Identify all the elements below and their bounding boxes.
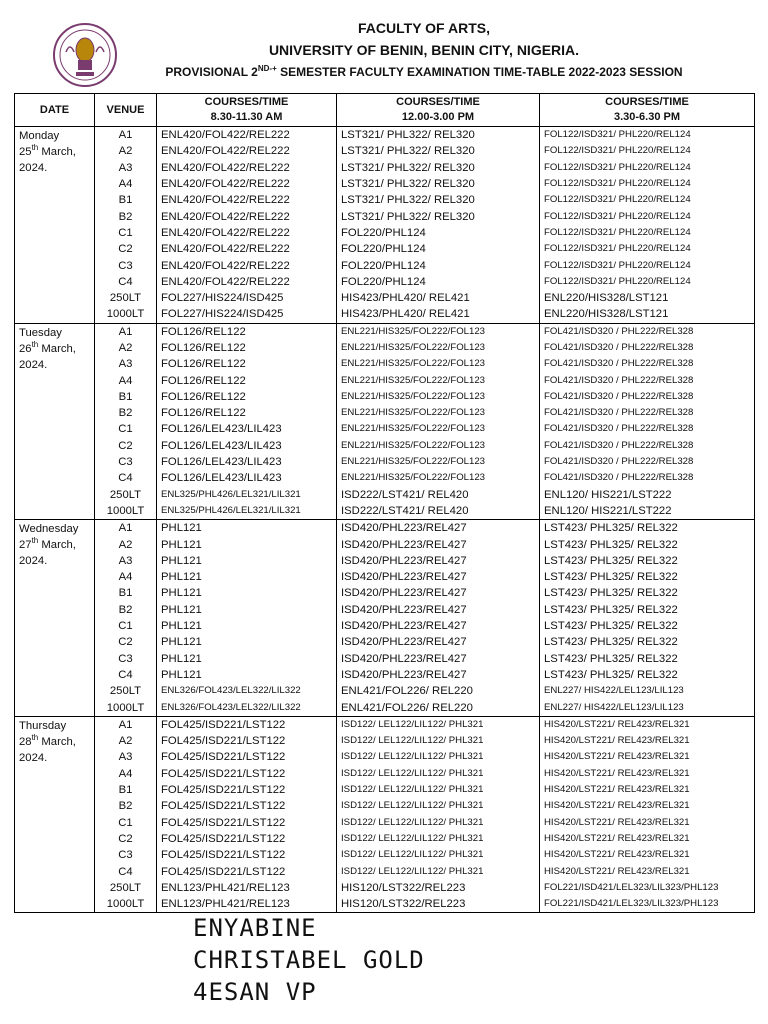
evening-courses-cell: FOL122/ISD321/ PHL220/REL124 xyxy=(540,176,755,192)
venue-cell: C1 xyxy=(95,618,157,634)
morning-courses-cell: ENL325/PHL426/LEL321/LIL321 xyxy=(157,503,337,520)
afternoon-courses-cell: ENL221/HIS325/FOL222/FOL123 xyxy=(337,438,540,454)
table-row xyxy=(15,880,755,896)
venue-cell: C1 xyxy=(95,421,157,437)
evening-courses-cell: HIS420/LST221/ REL423/REL321 xyxy=(540,749,755,765)
evening-courses-cell: FOL122/ISD321/ PHL220/REL124 xyxy=(540,274,755,290)
morning-courses-cell: ENL420/FOL422/REL222 xyxy=(157,143,337,159)
table-row xyxy=(15,847,755,863)
evening-courses-cell: FOL421/ISD320 / PHL222/REL328 xyxy=(540,470,755,486)
handwritten-name-line1: ENYABINE xyxy=(193,914,317,942)
afternoon-courses-cell: LST321/ PHL322/ REL320 xyxy=(337,127,540,144)
venue-cell: B1 xyxy=(95,585,157,601)
venue-cell: C3 xyxy=(95,847,157,863)
afternoon-courses-cell: ISD420/PHL223/REL427 xyxy=(337,553,540,569)
table-row xyxy=(15,241,755,257)
afternoon-courses-cell: ENL221/HIS325/FOL222/FOL123 xyxy=(337,470,540,486)
afternoon-courses-cell: ENL221/HIS325/FOL222/FOL123 xyxy=(337,323,540,340)
venue-cell: A4 xyxy=(95,766,157,782)
venue-cell: A2 xyxy=(95,733,157,749)
evening-courses-cell: FOL421/ISD320 / PHL222/REL328 xyxy=(540,389,755,405)
evening-header: COURSES/TIME 3.30-6.30 PM xyxy=(540,94,755,127)
morning-courses-cell: ENL420/FOL422/REL222 xyxy=(157,274,337,290)
afternoon-courses-cell: FOL220/PHL124 xyxy=(337,257,540,273)
venue-cell: A4 xyxy=(95,372,157,388)
afternoon-courses-cell: ISD122/ LEL122/LIL122/ PHL321 xyxy=(337,782,540,798)
evening-courses-cell: HIS420/LST221/ REL423/REL321 xyxy=(540,814,755,830)
date-cell: Tuesday 26th March, 2024. xyxy=(15,323,95,520)
table-row xyxy=(15,487,755,503)
evening-courses-cell: ENL227/ HIS422/LEL123/LIL123 xyxy=(540,699,755,716)
afternoon-courses-cell: ISD420/PHL223/REL427 xyxy=(337,520,540,537)
morning-courses-cell: FOL126/REL122 xyxy=(157,356,337,372)
table-row xyxy=(15,160,755,176)
morning-courses-cell: FOL425/ISD221/LST122 xyxy=(157,749,337,765)
table-row xyxy=(15,306,755,323)
table-row xyxy=(15,290,755,306)
venue-cell: A2 xyxy=(95,536,157,552)
table-header-row xyxy=(15,94,755,127)
date-cell: Monday 25th March, 2024. xyxy=(15,127,95,324)
afternoon-courses-cell: ISD420/PHL223/REL427 xyxy=(337,634,540,650)
table-row xyxy=(15,699,755,716)
morning-courses-cell: FOL425/ISD221/LST122 xyxy=(157,798,337,814)
morning-courses-cell: FOL126/LEL423/LIL423 xyxy=(157,470,337,486)
afternoon-courses-cell: ISD122/ LEL122/LIL122/ PHL321 xyxy=(337,798,540,814)
morning-courses-cell: ENL326/FOL423/LEL322/LIL322 xyxy=(157,683,337,699)
afternoon-courses-cell: ISD420/PHL223/REL427 xyxy=(337,569,540,585)
date-header: DATE xyxy=(15,94,95,127)
evening-courses-cell: LST423/ PHL325/ REL322 xyxy=(540,618,755,634)
table-row xyxy=(15,143,755,159)
morning-courses-cell: ENL420/FOL422/REL222 xyxy=(157,257,337,273)
morning-courses-cell: PHL121 xyxy=(157,651,337,667)
table-row xyxy=(15,536,755,552)
evening-courses-cell: LST423/ PHL325/ REL322 xyxy=(540,602,755,618)
morning-courses-cell: PHL121 xyxy=(157,569,337,585)
table-row xyxy=(15,798,755,814)
afternoon-courses-cell: ENL421/FOL226/ REL220 xyxy=(337,683,540,699)
table-row xyxy=(15,356,755,372)
evening-courses-cell: LST423/ PHL325/ REL322 xyxy=(540,651,755,667)
morning-courses-cell: FOL425/ISD221/LST122 xyxy=(157,814,337,830)
table-row xyxy=(15,257,755,273)
afternoon-courses-cell: ENL221/HIS325/FOL222/FOL123 xyxy=(337,340,540,356)
timetable-body xyxy=(15,127,755,913)
afternoon-courses-cell: ENL221/HIS325/FOL222/FOL123 xyxy=(337,389,540,405)
evening-courses-cell: FOL122/ISD321/ PHL220/REL124 xyxy=(540,257,755,273)
venue-cell: A2 xyxy=(95,340,157,356)
venue-cell: 250LT xyxy=(95,290,157,306)
morning-courses-cell: FOL126/LEL423/LIL423 xyxy=(157,421,337,437)
morning-courses-cell: FOL126/REL122 xyxy=(157,372,337,388)
morning-courses-cell: PHL121 xyxy=(157,634,337,650)
venue-cell: 250LT xyxy=(95,683,157,699)
venue-cell: C4 xyxy=(95,863,157,879)
morning-courses-cell: ENL326/FOL423/LEL322/LIL322 xyxy=(157,699,337,716)
afternoon-courses-cell: ISD122/ LEL122/LIL122/ PHL321 xyxy=(337,863,540,879)
afternoon-header: COURSES/TIME 12.00-3.00 PM xyxy=(337,94,540,127)
venue-cell: A4 xyxy=(95,176,157,192)
table-row xyxy=(15,585,755,601)
morning-courses-cell: FOL227/HIS224/ISD425 xyxy=(157,306,337,323)
morning-courses-cell: PHL121 xyxy=(157,585,337,601)
table-row xyxy=(15,340,755,356)
venue-cell: 1000LT xyxy=(95,699,157,716)
timetable-title: PROVISIONAL $2^{ND-+}$ SEMESTER FACULTY EXAMINATION TIME-TABLE 2022-2023 SESSION xyxy=(165,64,683,79)
venue-cell: A1 xyxy=(95,323,157,340)
venue-cell: 250LT xyxy=(95,880,157,896)
morning-courses-cell: FOL425/ISD221/LST122 xyxy=(157,863,337,879)
venue-cell: C4 xyxy=(95,470,157,486)
evening-courses-cell: FOL122/ISD321/ PHL220/REL124 xyxy=(540,160,755,176)
handwritten-name-line2: CHRISTABEL GOLD xyxy=(193,946,425,974)
evening-courses-cell: FOL421/ISD320 / PHL222/REL328 xyxy=(540,421,755,437)
afternoon-courses-cell: ENL221/HIS325/FOL222/FOL123 xyxy=(337,356,540,372)
venue-cell: B1 xyxy=(95,782,157,798)
exam-timetable xyxy=(14,93,755,913)
table-row xyxy=(15,553,755,569)
venue-cell: C3 xyxy=(95,651,157,667)
evening-courses-cell: LST423/ PHL325/ REL322 xyxy=(540,536,755,552)
table-row xyxy=(15,176,755,192)
evening-courses-cell: FOL122/ISD321/ PHL220/REL124 xyxy=(540,225,755,241)
morning-courses-cell: ENL123/PHL421/REL123 xyxy=(157,880,337,896)
venue-cell: B2 xyxy=(95,405,157,421)
venue-cell: C2 xyxy=(95,831,157,847)
afternoon-courses-cell: LST321/ PHL322/ REL320 xyxy=(337,160,540,176)
morning-courses-cell: FOL227/HIS224/ISD425 xyxy=(157,290,337,306)
table-row xyxy=(15,667,755,683)
afternoon-courses-cell: FOL220/PHL124 xyxy=(337,225,540,241)
morning-courses-cell: ENL420/FOL422/REL222 xyxy=(157,192,337,208)
venue-cell: A3 xyxy=(95,553,157,569)
venue-cell: C3 xyxy=(95,454,157,470)
evening-courses-cell: LST423/ PHL325/ REL322 xyxy=(540,585,755,601)
morning-courses-cell: ENL420/FOL422/REL222 xyxy=(157,127,337,144)
afternoon-courses-cell: ENL221/HIS325/FOL222/FOL123 xyxy=(337,421,540,437)
afternoon-courses-cell: ISD122/ LEL122/LIL122/ PHL321 xyxy=(337,814,540,830)
venue-cell: C4 xyxy=(95,274,157,290)
evening-courses-cell: LST423/ PHL325/ REL322 xyxy=(540,634,755,650)
university-title: UNIVERSITY OF BENIN, BENIN CITY, NIGERIA. xyxy=(268,42,580,58)
table-row xyxy=(15,716,755,733)
morning-courses-cell: FOL425/ISD221/LST122 xyxy=(157,782,337,798)
table-row xyxy=(15,733,755,749)
evening-courses-cell: FOL122/ISD321/ PHL220/REL124 xyxy=(540,143,755,159)
morning-courses-cell: PHL121 xyxy=(157,553,337,569)
afternoon-courses-cell: FOL220/PHL124 xyxy=(337,241,540,257)
evening-courses-cell: ENL220/HIS328/LST121 xyxy=(540,306,755,323)
afternoon-courses-cell: ISD122/ LEL122/LIL122/ PHL321 xyxy=(337,766,540,782)
evening-courses-cell: FOL421/ISD320 / PHL222/REL328 xyxy=(540,323,755,340)
table-row xyxy=(15,569,755,585)
venue-cell: C2 xyxy=(95,634,157,650)
afternoon-courses-cell: HIS423/PHL420/ REL421 xyxy=(337,306,540,323)
afternoon-courses-cell: LST321/ PHL322/ REL320 xyxy=(337,143,540,159)
afternoon-courses-cell: HIS120/LST322/REL223 xyxy=(337,880,540,896)
venue-cell: C2 xyxy=(95,241,157,257)
afternoon-courses-cell: ISD122/ LEL122/LIL122/ PHL321 xyxy=(337,733,540,749)
table-row xyxy=(15,470,755,486)
morning-courses-cell: FOL126/REL122 xyxy=(157,389,337,405)
venue-cell: C1 xyxy=(95,814,157,830)
table-row xyxy=(15,651,755,667)
table-row xyxy=(15,225,755,241)
morning-courses-cell: FOL425/ISD221/LST122 xyxy=(157,847,337,863)
morning-courses-cell: ENL420/FOL422/REL222 xyxy=(157,160,337,176)
venue-cell: A3 xyxy=(95,160,157,176)
evening-courses-cell: FOL122/ISD321/ PHL220/REL124 xyxy=(540,208,755,224)
morning-courses-cell: FOL425/ISD221/LST122 xyxy=(157,716,337,733)
afternoon-courses-cell: ISD420/PHL223/REL427 xyxy=(337,602,540,618)
morning-courses-cell: FOL425/ISD221/LST122 xyxy=(157,831,337,847)
venue-cell: B2 xyxy=(95,798,157,814)
evening-courses-cell: FOL221/ISD421/LEL323/LIL323/PHL123 xyxy=(540,880,755,896)
venue-cell: 1000LT xyxy=(95,503,157,520)
table-row xyxy=(15,831,755,847)
morning-courses-cell: FOL126/LEL423/LIL423 xyxy=(157,454,337,470)
afternoon-courses-cell: ISD420/PHL223/REL427 xyxy=(337,536,540,552)
afternoon-courses-cell: ENL221/HIS325/FOL222/FOL123 xyxy=(337,372,540,388)
afternoon-courses-cell: ISD420/PHL223/REL427 xyxy=(337,618,540,634)
afternoon-courses-cell: ISD222/LST421/ REL420 xyxy=(337,503,540,520)
venue-cell: A1 xyxy=(95,520,157,537)
afternoon-courses-cell: ISD122/ LEL122/LIL122/ PHL321 xyxy=(337,749,540,765)
table-row xyxy=(15,863,755,879)
afternoon-courses-cell: ISD222/LST421/ REL420 xyxy=(337,487,540,503)
evening-courses-cell: HIS420/LST221/ REL423/REL321 xyxy=(540,798,755,814)
table-row xyxy=(15,766,755,782)
morning-courses-cell: PHL121 xyxy=(157,602,337,618)
afternoon-courses-cell: HIS423/PHL420/ REL421 xyxy=(337,290,540,306)
afternoon-courses-cell: ISD122/ LEL122/LIL122/ PHL321 xyxy=(337,716,540,733)
morning-courses-cell: ENL420/FOL422/REL222 xyxy=(157,208,337,224)
venue-cell: A3 xyxy=(95,749,157,765)
table-row xyxy=(15,782,755,798)
table-row xyxy=(15,749,755,765)
handwritten-name-line3: 4ESAN VP xyxy=(193,978,317,1006)
afternoon-courses-cell: HIS120/LST322/REL223 xyxy=(337,896,540,913)
venue-cell: 1000LT xyxy=(95,306,157,323)
evening-courses-cell: HIS420/LST221/ REL423/REL321 xyxy=(540,847,755,863)
evening-courses-cell: LST423/ PHL325/ REL322 xyxy=(540,520,755,537)
venue-cell: C1 xyxy=(95,225,157,241)
afternoon-courses-cell: ISD420/PHL223/REL427 xyxy=(337,585,540,601)
evening-courses-cell: FOL421/ISD320 / PHL222/REL328 xyxy=(540,356,755,372)
venue-cell: C3 xyxy=(95,257,157,273)
evening-courses-cell: HIS420/LST221/ REL423/REL321 xyxy=(540,831,755,847)
evening-courses-cell: FOL421/ISD320 / PHL222/REL328 xyxy=(540,405,755,421)
table-row xyxy=(15,634,755,650)
evening-courses-cell: FOL421/ISD320 / PHL222/REL328 xyxy=(540,340,755,356)
evening-courses-cell: HIS420/LST221/ REL423/REL321 xyxy=(540,863,755,879)
morning-courses-cell: PHL121 xyxy=(157,520,337,537)
morning-courses-cell: ENL325/PHL426/LEL321/LIL321 xyxy=(157,487,337,503)
morning-courses-cell: ENL420/FOL422/REL222 xyxy=(157,241,337,257)
venue-cell: A4 xyxy=(95,569,157,585)
evening-courses-cell: FOL421/ISD320 / PHL222/REL328 xyxy=(540,454,755,470)
venue-cell: 250LT xyxy=(95,487,157,503)
afternoon-courses-cell: LST321/ PHL322/ REL320 xyxy=(337,176,540,192)
morning-courses-cell: PHL121 xyxy=(157,618,337,634)
evening-courses-cell: LST423/ PHL325/ REL322 xyxy=(540,569,755,585)
table-row xyxy=(15,520,755,537)
evening-courses-cell: FOL221/ISD421/LEL323/LIL323/PHL123 xyxy=(540,896,755,913)
venue-cell: B2 xyxy=(95,602,157,618)
morning-courses-cell: ENL123/PHL421/REL123 xyxy=(157,896,337,913)
evening-courses-cell: HIS420/LST221/ REL423/REL321 xyxy=(540,766,755,782)
morning-courses-cell: PHL121 xyxy=(157,667,337,683)
evening-courses-cell: LST423/ PHL325/ REL322 xyxy=(540,553,755,569)
table-row xyxy=(15,323,755,340)
morning-courses-cell: FOL126/LEL423/LIL423 xyxy=(157,438,337,454)
venue-cell: B2 xyxy=(95,208,157,224)
morning-courses-cell: FOL126/REL122 xyxy=(157,405,337,421)
venue-cell: C4 xyxy=(95,667,157,683)
afternoon-courses-cell: FOL220/PHL124 xyxy=(337,274,540,290)
table-row xyxy=(15,405,755,421)
morning-courses-cell: FOL126/REL122 xyxy=(157,340,337,356)
morning-courses-cell: PHL121 xyxy=(157,536,337,552)
table-row xyxy=(15,454,755,470)
table-row xyxy=(15,208,755,224)
evening-courses-cell: FOL122/ISD321/ PHL220/REL124 xyxy=(540,192,755,208)
table-row xyxy=(15,274,755,290)
date-cell: Thursday 28th March, 2024. xyxy=(15,716,95,913)
evening-courses-cell: FOL122/ISD321/ PHL220/REL124 xyxy=(540,127,755,144)
venue-cell: A2 xyxy=(95,143,157,159)
morning-courses-cell: ENL420/FOL422/REL222 xyxy=(157,225,337,241)
afternoon-courses-cell: ISD122/ LEL122/LIL122/ PHL321 xyxy=(337,847,540,863)
morning-courses-cell: FOL425/ISD221/LST122 xyxy=(157,766,337,782)
evening-courses-cell: FOL122/ISD321/ PHL220/REL124 xyxy=(540,241,755,257)
afternoon-courses-cell: ENL221/HIS325/FOL222/FOL123 xyxy=(337,454,540,470)
morning-courses-cell: FOL425/ISD221/LST122 xyxy=(157,733,337,749)
table-row xyxy=(15,389,755,405)
venue-cell: A1 xyxy=(95,716,157,733)
evening-courses-cell: FOL421/ISD320 / PHL222/REL328 xyxy=(540,372,755,388)
table-row xyxy=(15,896,755,913)
afternoon-courses-cell: ENL421/FOL226/ REL220 xyxy=(337,699,540,716)
venue-header: VENUE xyxy=(95,94,157,127)
afternoon-courses-cell: LST321/ PHL322/ REL320 xyxy=(337,208,540,224)
evening-courses-cell: FOL421/ISD320 / PHL222/REL328 xyxy=(540,438,755,454)
table-row xyxy=(15,192,755,208)
table-row xyxy=(15,602,755,618)
table-row xyxy=(15,618,755,634)
venue-cell: B1 xyxy=(95,389,157,405)
table-row xyxy=(15,127,755,144)
date-cell: Wednesday 27th March, 2024. xyxy=(15,520,95,717)
table-row xyxy=(15,421,755,437)
evening-courses-cell: ENL220/HIS328/LST121 xyxy=(540,290,755,306)
evening-courses-cell: ENL120/ HIS221/LST222 xyxy=(540,503,755,520)
afternoon-courses-cell: ISD420/PHL223/REL427 xyxy=(337,667,540,683)
evening-courses-cell: LST423/ PHL325/ REL322 xyxy=(540,667,755,683)
afternoon-courses-cell: ISD122/ LEL122/LIL122/ PHL321 xyxy=(337,831,540,847)
morning-header: COURSES/TIME 8.30-11.30 AM xyxy=(157,94,337,127)
table-row xyxy=(15,503,755,520)
venue-cell: A1 xyxy=(95,127,157,144)
venue-cell: A3 xyxy=(95,356,157,372)
afternoon-courses-cell: ISD420/PHL223/REL427 xyxy=(337,651,540,667)
venue-cell: B1 xyxy=(95,192,157,208)
afternoon-courses-cell: ENL221/HIS325/FOL222/FOL123 xyxy=(337,405,540,421)
evening-courses-cell: HIS420/LST221/ REL423/REL321 xyxy=(540,733,755,749)
venue-cell: C2 xyxy=(95,438,157,454)
table-row xyxy=(15,814,755,830)
morning-courses-cell: FOL126/REL122 xyxy=(157,323,337,340)
evening-courses-cell: ENL120/ HIS221/LST222 xyxy=(540,487,755,503)
table-row xyxy=(15,683,755,699)
evening-courses-cell: HIS420/LST221/ REL423/REL321 xyxy=(540,782,755,798)
table-row xyxy=(15,372,755,388)
table-row xyxy=(15,438,755,454)
venue-cell: 1000LT xyxy=(95,896,157,913)
morning-courses-cell: ENL420/FOL422/REL222 xyxy=(157,176,337,192)
afternoon-courses-cell: LST321/ PHL322/ REL320 xyxy=(337,192,540,208)
evening-courses-cell: ENL227/ HIS422/LEL123/LIL123 xyxy=(540,683,755,699)
evening-courses-cell: HIS420/LST221/ REL423/REL321 xyxy=(540,716,755,733)
faculty-title: FACULTY OF ARTS, xyxy=(358,20,490,36)
